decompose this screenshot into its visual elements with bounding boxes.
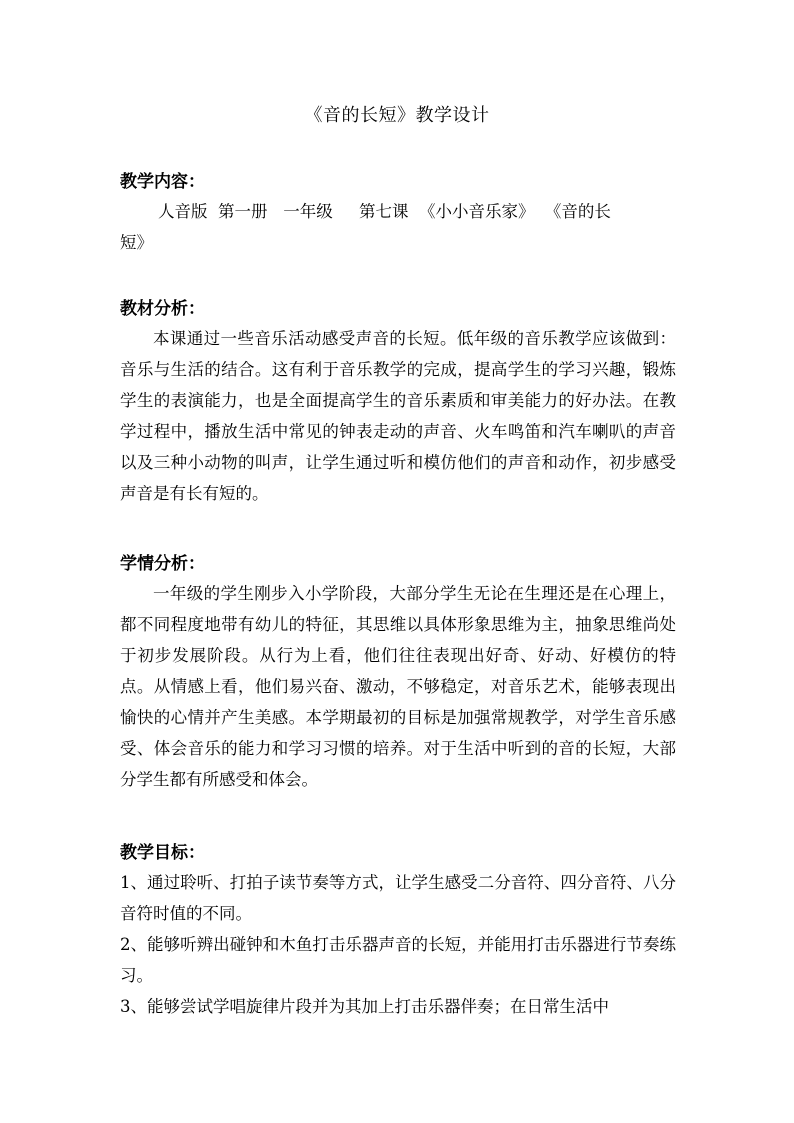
content-line-2: 短》: [120, 233, 153, 252]
content-line-1: 人音版 第一册 一年级 第七课 《小小音乐家》 《音的长: [158, 202, 611, 221]
goal-item-1: 1、通过聆听、打拍子读节奏等方式，让学生感受二分音符、四分音符、八分音符时值的不同。: [120, 873, 676, 923]
section-heading-material: 教材分析：: [120, 299, 205, 319]
document-title: 《音的长短》教学设计: [304, 105, 490, 126]
section-heading-goals: 教学目标：: [120, 843, 205, 863]
section-heading-students: 学情分析：: [120, 554, 205, 574]
students-paragraph: 一年级的学生刚步入小学阶段，大部分学生无论在生理还是在心理上，都不同程度地带有幼儿的特征，其思维以具体形象思维为主，抽象思维尚处于初步发展阶段。从行为上看，他们往往表现出好奇、好动、好模仿的特点。从情感上看，他们易兴奋、激动，不够稳定，对音乐艺术，能够表现出愉快的心情并产生美感。本学期最初的目标是加强常规教学，对学生音乐感受、体会音乐的能力和学习习惯的培养。对于生活中听到的音的长短，大部分学生都有所感受和体会。: [120, 584, 676, 789]
goal-item-3: 3、能够尝试学唱旋律片段并为其加上打击乐器伴奏；在日常生活中: [120, 997, 609, 1016]
section-heading-content: 教学内容：: [120, 172, 205, 192]
material-paragraph: 本课通过一些音乐活动感受声音的长短。低年级的音乐教学应该做到：音乐与生活的结合。这有利于音乐教学的完成，提高学生的学习兴趣，锻炼学生的表演能力，也是全面提高学生的音乐素质和审美能力的好办法。在教学过程中，播放生活中常见的钟表走动的声音、火车鸣笛和汽车喇叭的声音以及三种小动物的叫声，让学生通过听和模仿他们的声音和动作，初步感受声音是有长有短的。: [120, 329, 676, 503]
goal-item-2: 2、能够听辨出碰钟和木鱼打击乐器声音的长短，并能用打击乐器进行节奏练习。: [120, 935, 676, 985]
